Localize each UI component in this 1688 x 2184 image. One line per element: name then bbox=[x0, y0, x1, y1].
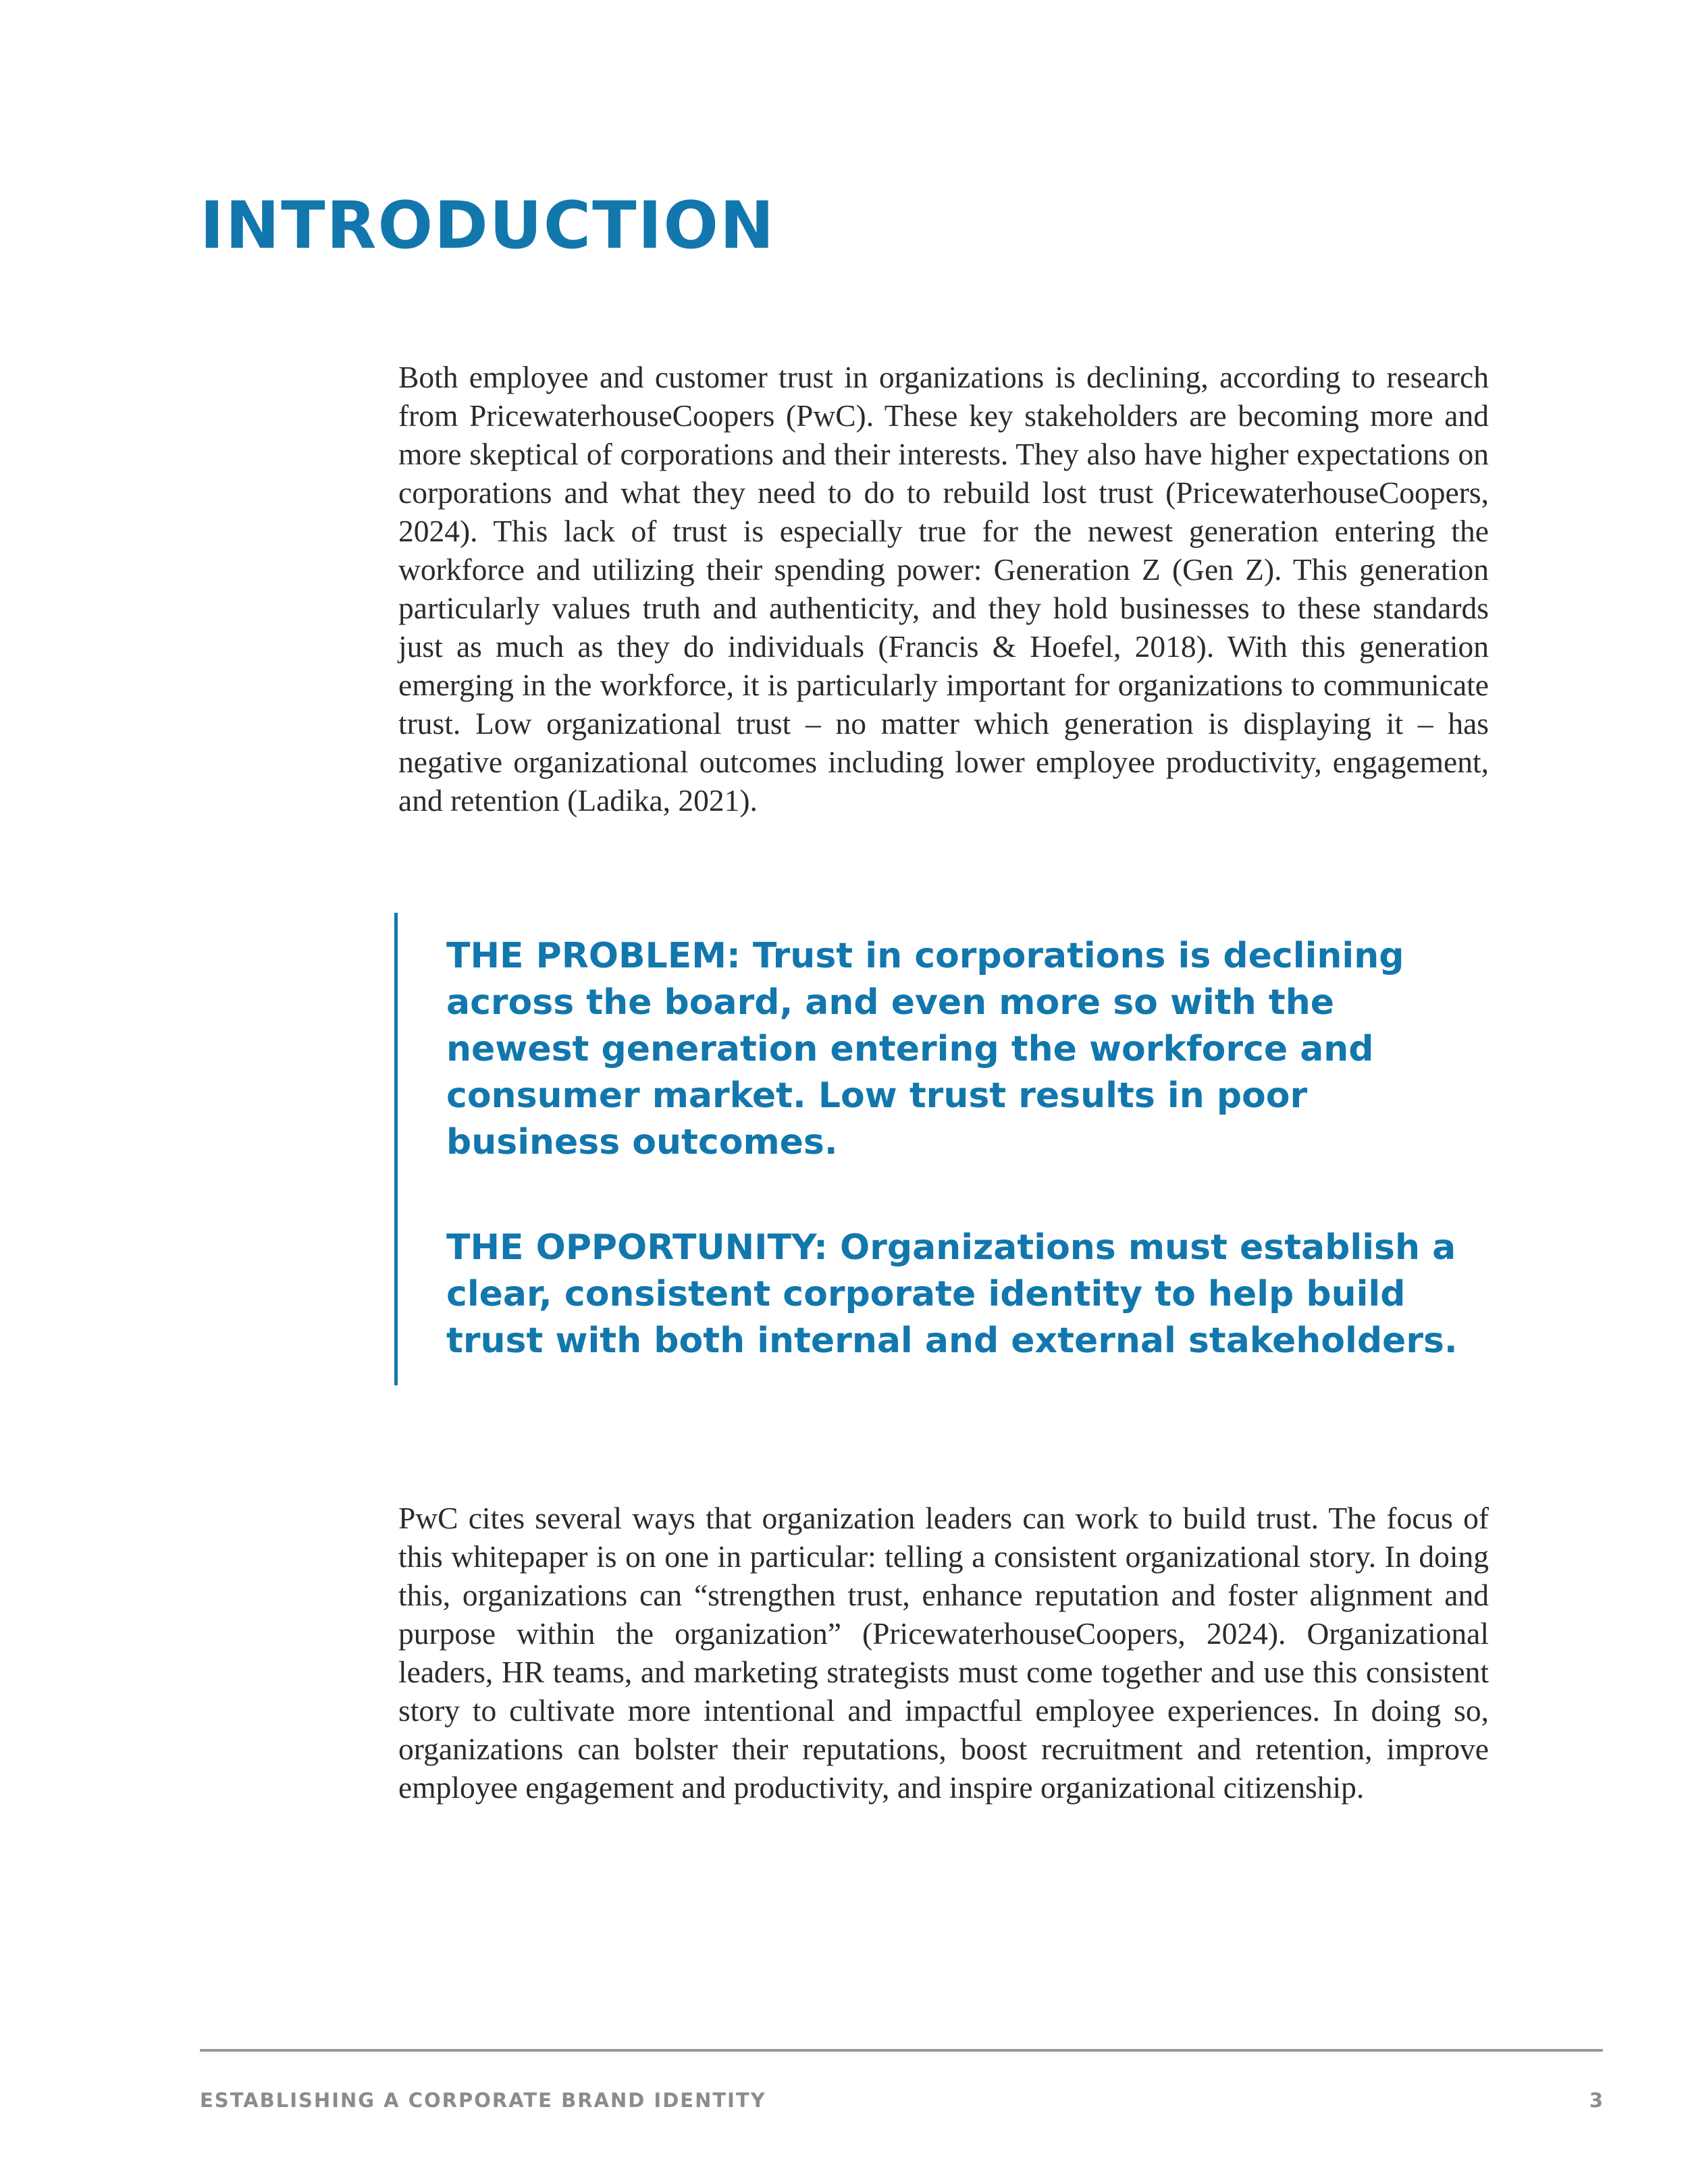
footer-document-title: ESTABLISHING A CORPORATE BRAND IDENTITY bbox=[200, 2089, 766, 2112]
callout-opportunity: THE OPPORTUNITY: Organizations must establish a clear, consistent corporate identity to help build trust with both internal and external stakeholders. bbox=[446, 1227, 1458, 1361]
page-title: INTRODUCTION bbox=[200, 188, 776, 263]
closing-paragraph: PwC cites several ways that organization leaders can work to build trust. The focus of this whitepaper is on one in particular: telling a consistent organizational story. In doing this, organizations can “strengthen trust, enhance reputation and foster alignment and purpose within the organization” (PricewaterhouseCoopers, 2024). Organizational leaders, HR teams, and marketing strategists must come together and use this consistent story to cultivate more intentional and impactful employee experiences. In doing so, organizations can bolster their reputations, boost recruitment and retention, improve employee engagement and productivity, and inspire organizational citizenship. bbox=[398, 1501, 1489, 1805]
callout-box bbox=[394, 913, 1465, 1385]
intro-paragraph: Both employee and customer trust in organizations is declining, according to research from PricewaterhouseCoopers (PwC). These key stakeholders are becoming more and more skeptical of corporations and their interests. They also have higher expectations on corporations and what they need to do to rebuild lost trust (PricewaterhouseCoopers, 2024). This lack of trust is especially true for the newest generation entering the workforce and utilizing their spending power: Generation Z (Gen Z). This generation particularly values truth and authenticity, and they hold businesses to these standards just as much as they do individuals (Francis & Hoefel, 2018). With this generation emerging in the workforce, it is particularly important for organizations to communicate trust. Low organizational trust – no matter which generation is displaying it – has negative organizational outcomes including lower employee productivity, engagement, and retention (Ladika, 2021). bbox=[398, 360, 1489, 818]
callout-problem: THE PROBLEM: Trust in corporations is declining across the board, and even more so with the newest generation entering the workforce and consumer market. Low trust results in poor business outcomes. bbox=[446, 936, 1404, 1163]
footer-page-number: 3 bbox=[1589, 2089, 1603, 2112]
footer-divider bbox=[200, 2049, 1603, 2052]
